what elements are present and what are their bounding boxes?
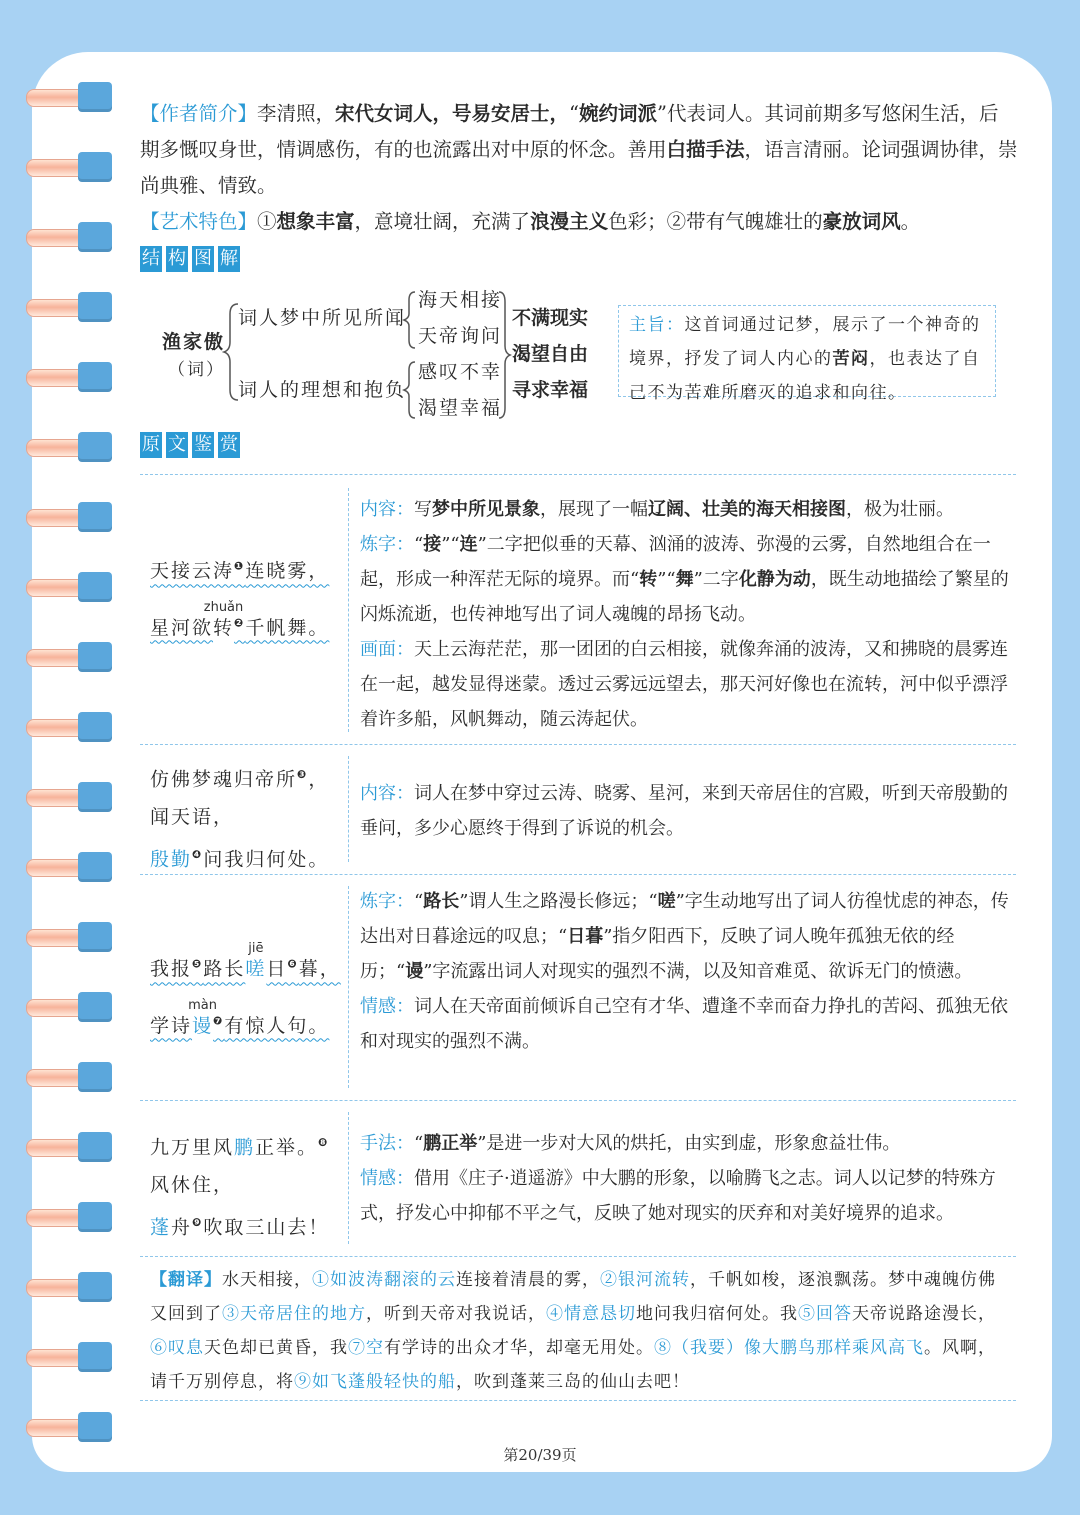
translation-text: ，听到天帝对我说话， <box>366 1304 546 1324</box>
diagram-result: 寻求幸福 <box>512 379 589 401</box>
brace-icon <box>496 290 512 420</box>
divider <box>140 1256 1016 1257</box>
translation-text: 地问我归宿何处。我 <box>636 1304 798 1324</box>
note-label: 炼字： <box>360 891 414 912</box>
note-text: ”字生动地写出了词人彷徨忧虑的神态，传达出对日暮途远的叹息；“ <box>360 891 1009 947</box>
note-block-2 <box>360 776 1020 846</box>
note-text: ”谓人生之路漫长修远；“ <box>459 891 658 912</box>
poem-text: 有惊人句。 <box>224 1014 330 1037</box>
note-bold: 梦中所见景象 <box>432 499 540 520</box>
section-title-char: 解 <box>218 246 240 272</box>
note-text: ”“ <box>441 534 460 555</box>
note-bold: 日暮 <box>567 926 604 947</box>
poem-text: 连晓雾， <box>245 560 330 583</box>
art-text: ，意境壮阔，充满了 <box>354 210 531 233</box>
translation <box>150 1263 1012 1399</box>
note-label: 情感： <box>360 1168 414 1189</box>
translation-highlight: ⑥叹息 <box>150 1338 204 1358</box>
diagram-leaf: 天帝询问 <box>418 325 503 347</box>
note-bold: 路长 <box>423 891 460 912</box>
poem-line <box>150 941 341 988</box>
note-label: 内容： <box>360 783 414 804</box>
divider <box>348 756 349 862</box>
poem-line <box>150 1204 329 1246</box>
poem-line <box>150 997 341 1044</box>
divider <box>348 886 349 1088</box>
theme-label: 主旨： <box>629 315 685 335</box>
note-bold: 辽阔、壮美的海天相接图 <box>648 499 846 520</box>
note-emotion <box>360 989 1020 1059</box>
author-text: 李清照， <box>257 102 336 125</box>
section-title-char: 原 <box>140 432 162 458</box>
poem-text: ， <box>308 768 330 791</box>
section-title-appreciation <box>140 432 242 458</box>
ring-icon <box>26 1272 112 1302</box>
note-scene <box>360 632 1020 737</box>
ring-icon <box>26 852 112 882</box>
theme-text: 这首词通过记梦，展示了一个神奇的境界，抒发了词人内心的 <box>629 315 981 369</box>
section-title-char: 构 <box>166 246 188 272</box>
art-bold: 浪漫主义 <box>530 210 609 233</box>
divider <box>348 1112 349 1244</box>
note-block-4 <box>360 1126 1020 1231</box>
author-bold: 宋代女词人，号易安居士， <box>335 102 570 125</box>
translation-text: ，千帆如梭，逐浪飘荡。梦中魂魄仿佛又回到了 <box>150 1270 996 1324</box>
translation-text: 。风啊，请千万别停息，将 <box>150 1338 996 1392</box>
author-text: “ <box>569 102 580 125</box>
poem-line <box>150 1166 329 1204</box>
diagram-leaf: 海天相接 <box>418 289 503 311</box>
ring-icon <box>26 222 112 252</box>
note-text: 词人在梦中穿过云涛、晓雾、星河，来到天帝居住的宫殿，听到天帝殷勤的垂问，多少心愿终于得到了诉说的机会。 <box>360 783 1008 839</box>
diagram-subtitle: （词） <box>168 360 225 380</box>
pinyin: màn <box>188 997 217 1013</box>
poem-stanza-2 <box>150 756 329 879</box>
translation-highlight: ⑦空 <box>348 1338 384 1358</box>
translation-highlight: ④情意恳切 <box>546 1304 636 1324</box>
note-text: “ <box>414 534 424 555</box>
page-number: 第20/39页 <box>503 1446 577 1464</box>
ring-icon <box>26 292 112 322</box>
ring-icon <box>26 1412 112 1442</box>
poem-text: 风休住， <box>150 1174 235 1197</box>
note-bold: 谩 <box>405 961 424 982</box>
poem-text: 转 <box>213 616 235 639</box>
author-bold: 婉约词派 <box>579 102 658 125</box>
note-bold: 转 <box>639 569 658 590</box>
brace-icon <box>402 360 418 420</box>
footnote-marker: ❾ <box>192 1216 204 1230</box>
note-text: ”二字 <box>693 569 739 590</box>
author-text: ”代表词人。其词前期多写悠闲生活，后期多慨叹身世，情调感伤，有的也流露出对中原的怀念。善用 <box>140 102 999 161</box>
translation-label: 【翻译】 <box>150 1270 222 1290</box>
note-text: ”字流露出词人对现实的强烈不满，以及知音难觅、欲诉无门的愤懑。 <box>423 961 973 982</box>
poem-text: 吹取三山去！ <box>203 1216 330 1239</box>
translation-highlight: ③天帝居住的地方 <box>222 1304 366 1324</box>
theme-text: ，也表达了自己不为苦难所磨灭的追求和向往。 <box>629 349 981 403</box>
translation-text: ，吹到蓬莱三岛的仙山去吧！ <box>456 1372 690 1392</box>
footnote-marker: ❸ <box>297 768 309 781</box>
divider <box>140 1400 1016 1401</box>
section-title-char: 文 <box>166 432 188 458</box>
ring-icon <box>26 782 112 812</box>
ring-icon <box>26 82 112 112</box>
ring-icon <box>26 1342 112 1372</box>
note-wording <box>360 527 1020 632</box>
note-text: ”“ <box>657 569 676 590</box>
poem-text: 正举。 <box>255 1136 319 1159</box>
divider <box>140 474 1016 475</box>
divider <box>348 488 349 732</box>
diagram-branch-2: 词人的理想和抱负 <box>238 379 407 401</box>
note-text: “ <box>414 891 424 912</box>
translation-text: 连接着清晨的雾， <box>456 1270 600 1290</box>
author-text: ，语言清丽。论词强调协律，崇尚典雅、情致。 <box>140 138 1018 197</box>
section-title-char: 结 <box>140 246 162 272</box>
poem-line <box>150 599 330 646</box>
poem-line <box>150 798 329 836</box>
diagram-result: 不满现实 <box>512 307 589 329</box>
diagram-leaf: 渴望幸福 <box>418 397 503 419</box>
poem-stanza-4 <box>150 1124 329 1247</box>
note-text: 词人在天帝面前倾诉自己空有才华、遭逢不幸而奋力挣扎的苦闷、孤独无依和对现实的强烈不满。 <box>360 996 1008 1052</box>
ring-icon <box>26 922 112 952</box>
diagram-branch-1: 词人梦中所见所闻 <box>238 307 407 329</box>
poem-text: 学诗 <box>150 1014 193 1037</box>
poem-text: 天接云涛 <box>150 560 235 583</box>
poem-line <box>150 548 329 590</box>
ring-icon <box>26 1202 112 1232</box>
diagram-result: 渴望自由 <box>512 343 589 365</box>
note-content <box>360 776 1020 846</box>
poem-text: 问我归何处。 <box>203 848 330 871</box>
note-text: ，极为壮丽。 <box>846 499 954 520</box>
divider <box>140 744 1016 745</box>
translation-text: 天色却已黄昏，我 <box>204 1338 348 1358</box>
translation-highlight: ①如波涛翻滚的云 <box>312 1270 456 1290</box>
pinyin: zhuǎn <box>203 599 244 615</box>
note-text: ”指夕阳西下，反映了词人晚年孤独无依的经历；“ <box>360 926 955 982</box>
poem-text: 路长 <box>203 958 246 981</box>
poem-line <box>150 756 329 798</box>
art-text: 。 <box>900 210 921 233</box>
poem-stanza-1 <box>150 548 329 647</box>
author-intro <box>140 96 1018 204</box>
diagram-title: 渔家傲 <box>162 331 226 353</box>
note-text: ”是进一步对大风的烘托，由实到虚，形象愈益壮伟。 <box>477 1133 901 1154</box>
theme-box <box>618 305 996 403</box>
footnote-marker: ❽ <box>318 1136 330 1149</box>
note-block-1 <box>360 492 1020 737</box>
ring-icon <box>26 572 112 602</box>
poem-text: 仿佛梦魂归帝所 <box>150 768 298 791</box>
note-text: ，展现了一幅 <box>540 499 648 520</box>
section-title-char: 赏 <box>218 432 240 458</box>
poem-text: 鹏 <box>234 1136 256 1159</box>
note-label: 炼字： <box>360 534 414 555</box>
author-intro-tag: 【作者简介】 <box>140 102 258 125</box>
theme-bold: 苦闷 <box>832 349 870 369</box>
poem-text: 蓬 <box>150 1216 172 1239</box>
poem-stanza-3 <box>150 941 341 1045</box>
art-features <box>140 204 1018 240</box>
note-label: 内容： <box>360 499 414 520</box>
note-bold: 接 <box>423 534 442 555</box>
note-label: 手法： <box>360 1133 414 1154</box>
brace-icon <box>402 290 418 350</box>
section-title-structure <box>140 246 242 272</box>
note-bold: 化静为动 <box>738 569 811 590</box>
translation-text: 有学诗的出众才华，却毫无用处。 <box>384 1338 654 1358</box>
note-bold: 鹏正举 <box>423 1133 478 1154</box>
poem-text: 闻天语， <box>150 806 235 829</box>
note-block-3 <box>360 884 1020 1059</box>
diagram-leaf: 感叹不幸 <box>418 361 503 383</box>
footnote-marker: ❻ <box>287 958 299 971</box>
translation-text: 天帝说路途漫长， <box>852 1304 996 1324</box>
poem-text: 千帆舞。 <box>245 616 330 639</box>
poem-line <box>150 1124 329 1166</box>
poem-text: 我报 <box>150 958 193 981</box>
poem-text: 殷勤 <box>150 848 193 871</box>
author-bold: 白描手法 <box>666 138 745 161</box>
translation-highlight: ⑧（我要）像大鹏鸟那样乘风高飞 <box>654 1338 924 1358</box>
note-content <box>360 492 1020 527</box>
ring-icon <box>26 1132 112 1162</box>
poem-text: 舟 <box>171 1216 193 1239</box>
note-bold: 连 <box>459 534 478 555</box>
divider <box>140 1100 1016 1101</box>
footnote-marker: ❼ <box>213 1014 225 1028</box>
ring-icon <box>26 1062 112 1092</box>
ring-icon <box>26 642 112 672</box>
ring-icon <box>26 712 112 742</box>
note-text: “ <box>414 1133 424 1154</box>
note-technique <box>360 1126 1020 1161</box>
pinyin: jiē <box>248 941 264 957</box>
poem-line <box>150 836 329 878</box>
poem-text: 九万里风 <box>150 1136 235 1159</box>
note-wording <box>360 884 1020 989</box>
poem-text: 谩 <box>192 1014 214 1037</box>
art-features-tag: 【艺术特色】 <box>140 210 258 233</box>
note-bold: 舞 <box>675 569 694 590</box>
poem-text: 星河欲 <box>150 616 214 639</box>
note-text: ，既生动地描绘了繁星的闪烁流逝，也传神地写出了词人魂魄的昂扬飞动。 <box>360 569 1009 625</box>
translation-highlight: ⑨如飞蓬般轻快的船 <box>294 1372 456 1392</box>
note-emotion <box>360 1161 1020 1231</box>
translation-highlight: ⑤回答 <box>798 1304 852 1324</box>
ring-icon <box>26 992 112 1022</box>
footnote-marker: ❶ <box>234 560 246 573</box>
note-text: 天上云海茫茫，那一团团的白云相接，就像奔涌的波涛，又和拂晓的晨雾连在一起，越发显得迷蒙。透过云雾远远望去，那天河好像也在流转，河中似乎漂浮着许多船，风帆舞动，随云涛起伏。 <box>360 639 1008 730</box>
note-text: ”二字把似垂的天幕、汹涌的波涛、弥漫的云雾，自然地组合在一起，形成一种浑茫无际的境界。而“ <box>360 534 991 590</box>
section-title-char: 鉴 <box>192 432 214 458</box>
poem-text: 暮， <box>298 958 341 981</box>
translation-text: 水天相接， <box>222 1270 312 1290</box>
note-label: 画面： <box>360 639 414 660</box>
note-bold: 嗟 <box>657 891 676 912</box>
art-text: 色彩；②带有气魄雄壮的 <box>608 210 823 233</box>
poem-text: 嗟 <box>245 958 267 981</box>
art-bold: 豪放词风 <box>822 210 901 233</box>
note-text: 借用《庄子·逍遥游》中大鹏的形象，以喻腾飞之志。词人以记梦的特殊方式，抒发心中抑郁不平之气，反映了她对现实的厌弃和对美好境界的追求。 <box>360 1168 996 1224</box>
section-title-char: 图 <box>192 246 214 272</box>
ring-icon <box>26 502 112 532</box>
art-text: ① <box>257 210 277 233</box>
ring-icon <box>26 432 112 462</box>
note-text: 写 <box>414 499 432 520</box>
footnote-marker: ❹ <box>192 848 204 862</box>
ring-icon <box>26 362 112 392</box>
ring-icon <box>26 152 112 182</box>
translation-highlight: ②银河流转 <box>600 1270 690 1290</box>
footnote-marker: ❺ <box>192 958 204 971</box>
footnote-marker: ❷ <box>234 616 246 630</box>
poem-text: 日 <box>266 958 288 981</box>
art-bold: 想象丰富 <box>276 210 355 233</box>
note-label: 情感： <box>360 996 414 1017</box>
